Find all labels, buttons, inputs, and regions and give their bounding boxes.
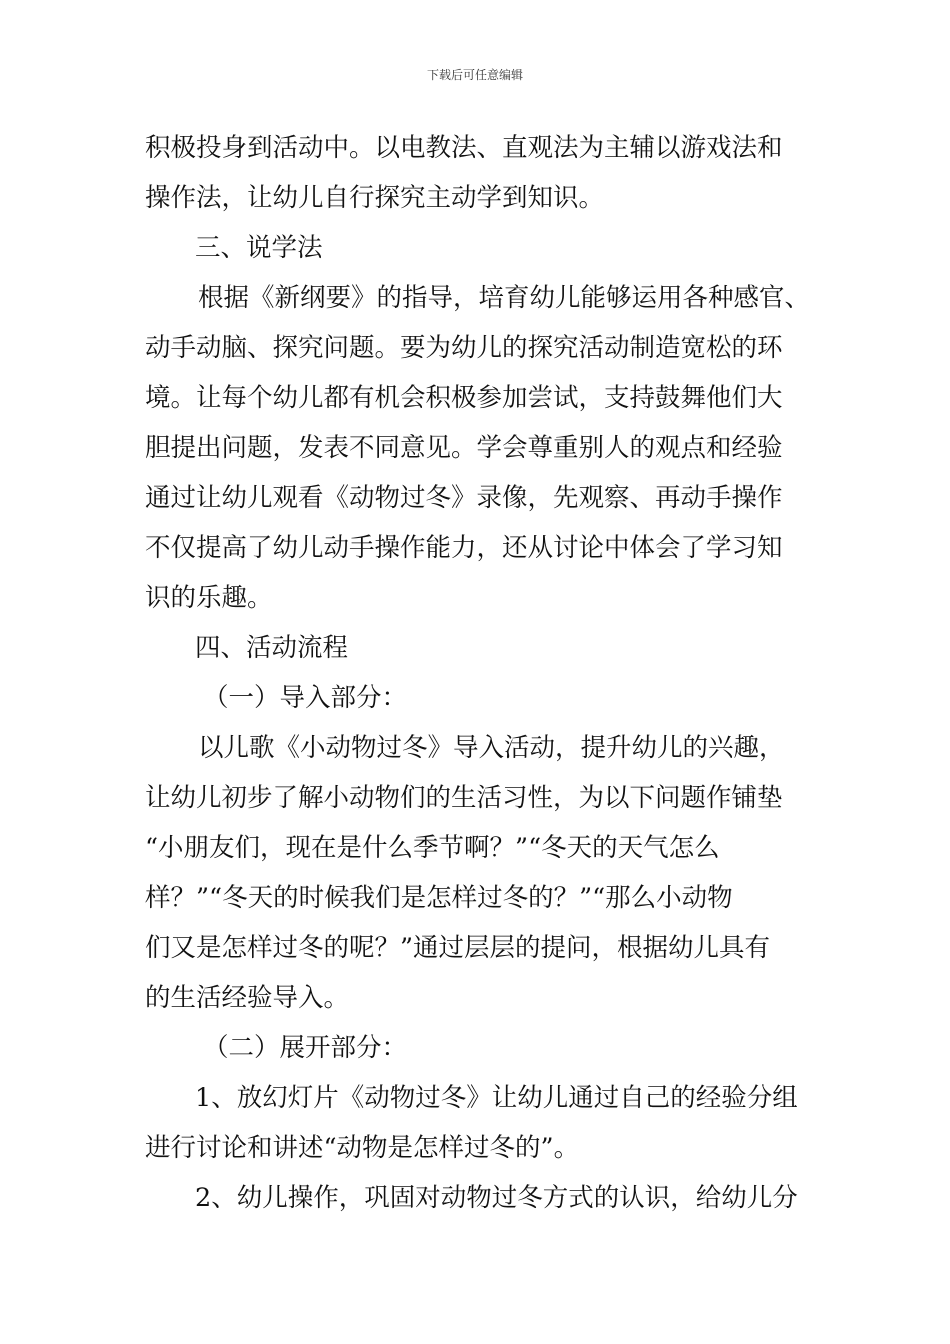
body-line: 胆提出问题，发表不同意见。学会尊重别人的观点和经验 [145,433,783,463]
body-line: 2、幼儿操作，巩固对动物过冬方式的认识，给幼儿分 [195,1183,798,1213]
body-line: 以儿歌《小动物过冬》导入活动，提升幼儿的兴趣， [198,733,785,763]
body-line: 进行讨论和讲述“动物是怎样过冬的”。 [145,1133,580,1163]
subsection-heading: （一）导入部分： [203,683,408,713]
body-line: 根据《新纲要》的指导，培育幼儿能够运用各种感官、 [198,283,811,313]
section-heading: 三、说学法 [195,233,323,263]
body-line: 让幼儿初步了解小动物们的生活习性，为以下问题作铺垫 [145,783,783,813]
body-line: 积极投身到活动中。以电教法、直观法为主辅以游戏法和 [145,133,783,163]
section-heading: 四、活动流程 [195,633,349,663]
body-line: 的生活经验导入。 [145,983,350,1013]
body-line: 识的乐趣。 [145,583,273,613]
body-line: 们又是怎样过冬的呢？”通过层层的提问，根据幼儿具有 [145,933,771,963]
body-line: “小朋友们，现在是什么季节啊？”“冬天的天气怎么 [145,833,720,863]
body-line: 操作法，让幼儿自行探究主动学到知识。 [145,183,605,213]
body-line: 1、放幻灯片《动物过冬》让幼儿通过自己的经验分组 [195,1083,798,1113]
body-line: 样？”“冬天的时候我们是怎样过冬的？”“那么小动物 [145,883,733,913]
body-line: 境。让每个幼儿都有机会积极参加尝试，支持鼓舞他们大 [145,383,783,413]
body-line: 通过让幼儿观看《动物过冬》录像，先观察、再动手操作 [145,483,783,513]
subsection-heading: （二）展开部分： [203,1033,408,1063]
body-line: 动手动脑、探究问题。要为幼儿的探究活动制造宽松的环 [145,333,783,363]
page-header: 下载后可任意编辑 [426,68,523,82]
body-line: 不仅提高了幼儿动手操作能力，还从讨论中体会了学习知 [145,533,783,563]
